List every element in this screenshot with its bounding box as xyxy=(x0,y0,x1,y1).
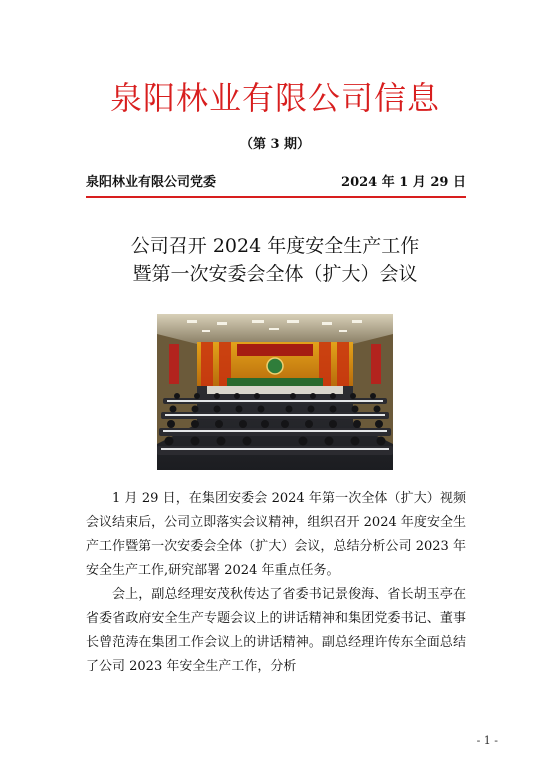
issue-date: 2024 年 1 月 29 日 xyxy=(341,175,466,190)
meeting-photo xyxy=(157,314,393,470)
masthead-title: 泉阳林业有限公司信息 xyxy=(109,79,440,117)
header-line xyxy=(86,174,466,192)
page-number: - 1 - xyxy=(476,734,498,747)
article-paragraph-2: 会上，副总经理安茂秋传达了省委书记景俊海、省长胡玉亭在省委省政府安全生产专题会议上的讲话精神和集团党委书记、董事长曾范涛在集团工作会议上的讲话精神。副总经理许传东全面总结了公司 2023 年安全生产工作，分析 xyxy=(86,587,466,674)
issuing-organization: 泉阳林业有限公司党委 xyxy=(86,175,217,190)
red-divider xyxy=(86,196,466,198)
article-body xyxy=(86,487,466,679)
article-title-line-1: 公司召开 2024 年度安全生产工作 xyxy=(130,235,420,257)
article-paragraph-1: 1 月 29 日，在集团安委会 2024 年第一次全体（扩大）视频会议结束后，公司立即落实会议精神，组织召开 2024 年度安全生产工作暨第一次安委会全体（扩大）会议，总结分析公司 2023 年安全生产工作,研究部署 2024 年重点任务。 xyxy=(86,491,466,578)
article-title xyxy=(0,232,550,288)
article-title-line-2: 暨第一次安委会全体（扩大）会议 xyxy=(132,263,418,285)
issue-number: （第 3 期） xyxy=(239,137,311,152)
meeting-hall-illustration xyxy=(157,314,393,470)
